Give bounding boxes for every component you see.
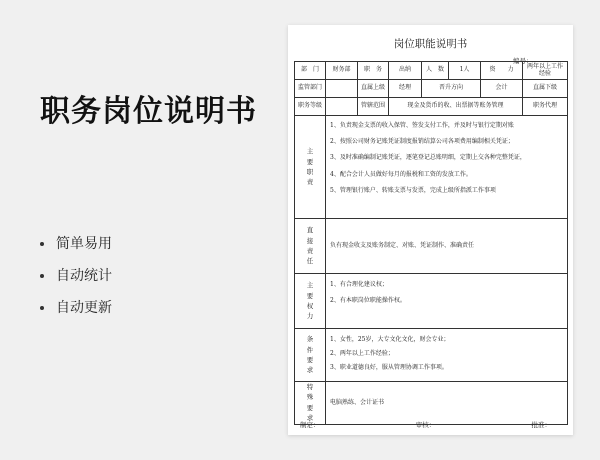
- document-title: 岗位职能说明书: [393, 38, 468, 50]
- supervisor-dept-value: [326, 80, 358, 98]
- job-description-table: [294, 61, 568, 425]
- bullet-dot-icon: [40, 306, 44, 310]
- signature-row: [300, 420, 563, 429]
- table-row: [295, 80, 568, 98]
- bullet-dot-icon: [40, 242, 44, 246]
- supervisor-dept-label: 监管部门: [295, 80, 326, 98]
- count-value: 1人: [449, 62, 481, 80]
- table-row: [295, 274, 568, 329]
- superior-value: 经理: [389, 80, 422, 98]
- qualification-label: 资 力: [481, 62, 523, 80]
- duty-item: 5、管理银行账户、转账支票与发票，完成上级所指派工作事项: [330, 186, 496, 194]
- table-row: [295, 382, 568, 425]
- direct-responsibility-text: 负有现金收支及账务制定、对账、凭证制作、准确责任: [330, 242, 475, 250]
- requirement-item: 2、两年以上工作经验；: [330, 350, 394, 358]
- table-row: [295, 116, 568, 219]
- promotion-label: 晋升方向: [422, 80, 481, 98]
- main-duties-content: [326, 116, 568, 219]
- approved-by-label: 批准：: [531, 421, 551, 429]
- grade-label: 职务等级: [295, 98, 326, 116]
- special-content: [326, 382, 568, 425]
- requirements-content: [326, 329, 568, 382]
- feature-label: 自动更新: [56, 300, 112, 316]
- made-by-label: 制定：: [300, 421, 320, 429]
- duty-item: 3、及时准确编制记账凭证，逐笔登记总账明细，定期上交各种完整凭证，: [330, 154, 526, 162]
- duty-item: 2、按照公司财务记账凭证制度报销结算公司各项费用编制相关凭证；: [330, 138, 514, 146]
- count-label: 人 数: [422, 62, 449, 80]
- position-value: 出纳: [389, 62, 422, 80]
- position-label: 职 务: [358, 62, 389, 80]
- requirement-item: 1、女性，25岁，大专文化文化，财会专业；: [330, 336, 450, 343]
- bullet-dot-icon: [40, 274, 44, 278]
- document-preview: [288, 25, 573, 435]
- requirement-item: 3、职业道德良好，服从管理协调工作事项。: [330, 364, 448, 372]
- dept-value: 财务部: [326, 62, 358, 80]
- promotion-value: 会计: [481, 80, 523, 98]
- special-label: [295, 382, 326, 425]
- feature-label: 简单易用: [56, 236, 112, 252]
- requirements-label: [295, 329, 326, 382]
- main-duties-label: [295, 116, 326, 219]
- authority-item: 1、有合理化建议权；: [330, 281, 388, 288]
- slide-title: 职务岗位说明书: [40, 94, 257, 129]
- special-text: 电脑熟练、会计证书: [330, 399, 385, 407]
- feature-list: [40, 234, 112, 330]
- qualification-value: 两年以上工作经验: [523, 62, 568, 80]
- requirements-label-text: 条件要求: [306, 335, 314, 375]
- duty-item: 1、负责现金支票的收入保管、签发支付工作，并及时与银行定期对账: [330, 122, 514, 129]
- table-row: [295, 62, 568, 80]
- table-row: [295, 329, 568, 382]
- table-row: [295, 219, 568, 274]
- main-authority-content: [326, 274, 568, 329]
- feature-item: [40, 298, 112, 330]
- authority-item: 2、有本职岗位职能操作权。: [330, 297, 406, 305]
- table-row: [295, 98, 568, 116]
- main-duties-label-text: 主要职责: [306, 147, 314, 187]
- feature-label: 自动统计: [56, 268, 112, 284]
- feature-item: [40, 266, 112, 298]
- scope-label: 管辖范围: [358, 98, 389, 116]
- deputy-label: 职务代理: [523, 98, 568, 116]
- main-authority-label-text: 主要权力: [306, 281, 314, 321]
- duty-item: 4、配合会计人员做好每月的报税和工资的发放工作。: [330, 170, 472, 178]
- subordinate-label: 直属下级: [523, 80, 568, 98]
- direct-responsibility-content: [326, 219, 568, 274]
- special-label-text: 特殊要求: [306, 383, 314, 423]
- scope-value: 现金及货币的收、出票据等账务管理: [389, 98, 523, 116]
- feature-item: [40, 234, 112, 266]
- grade-value: [326, 98, 358, 116]
- number-label: 编号：: [513, 57, 533, 65]
- direct-responsibility-label: [295, 219, 326, 274]
- main-authority-label: [295, 274, 326, 329]
- reviewed-by-label: 审核：: [415, 421, 436, 429]
- dept-label: 部 门: [295, 62, 326, 80]
- superior-label: 直属上级: [358, 80, 389, 98]
- direct-responsibility-label-text: 直接责任: [306, 226, 314, 266]
